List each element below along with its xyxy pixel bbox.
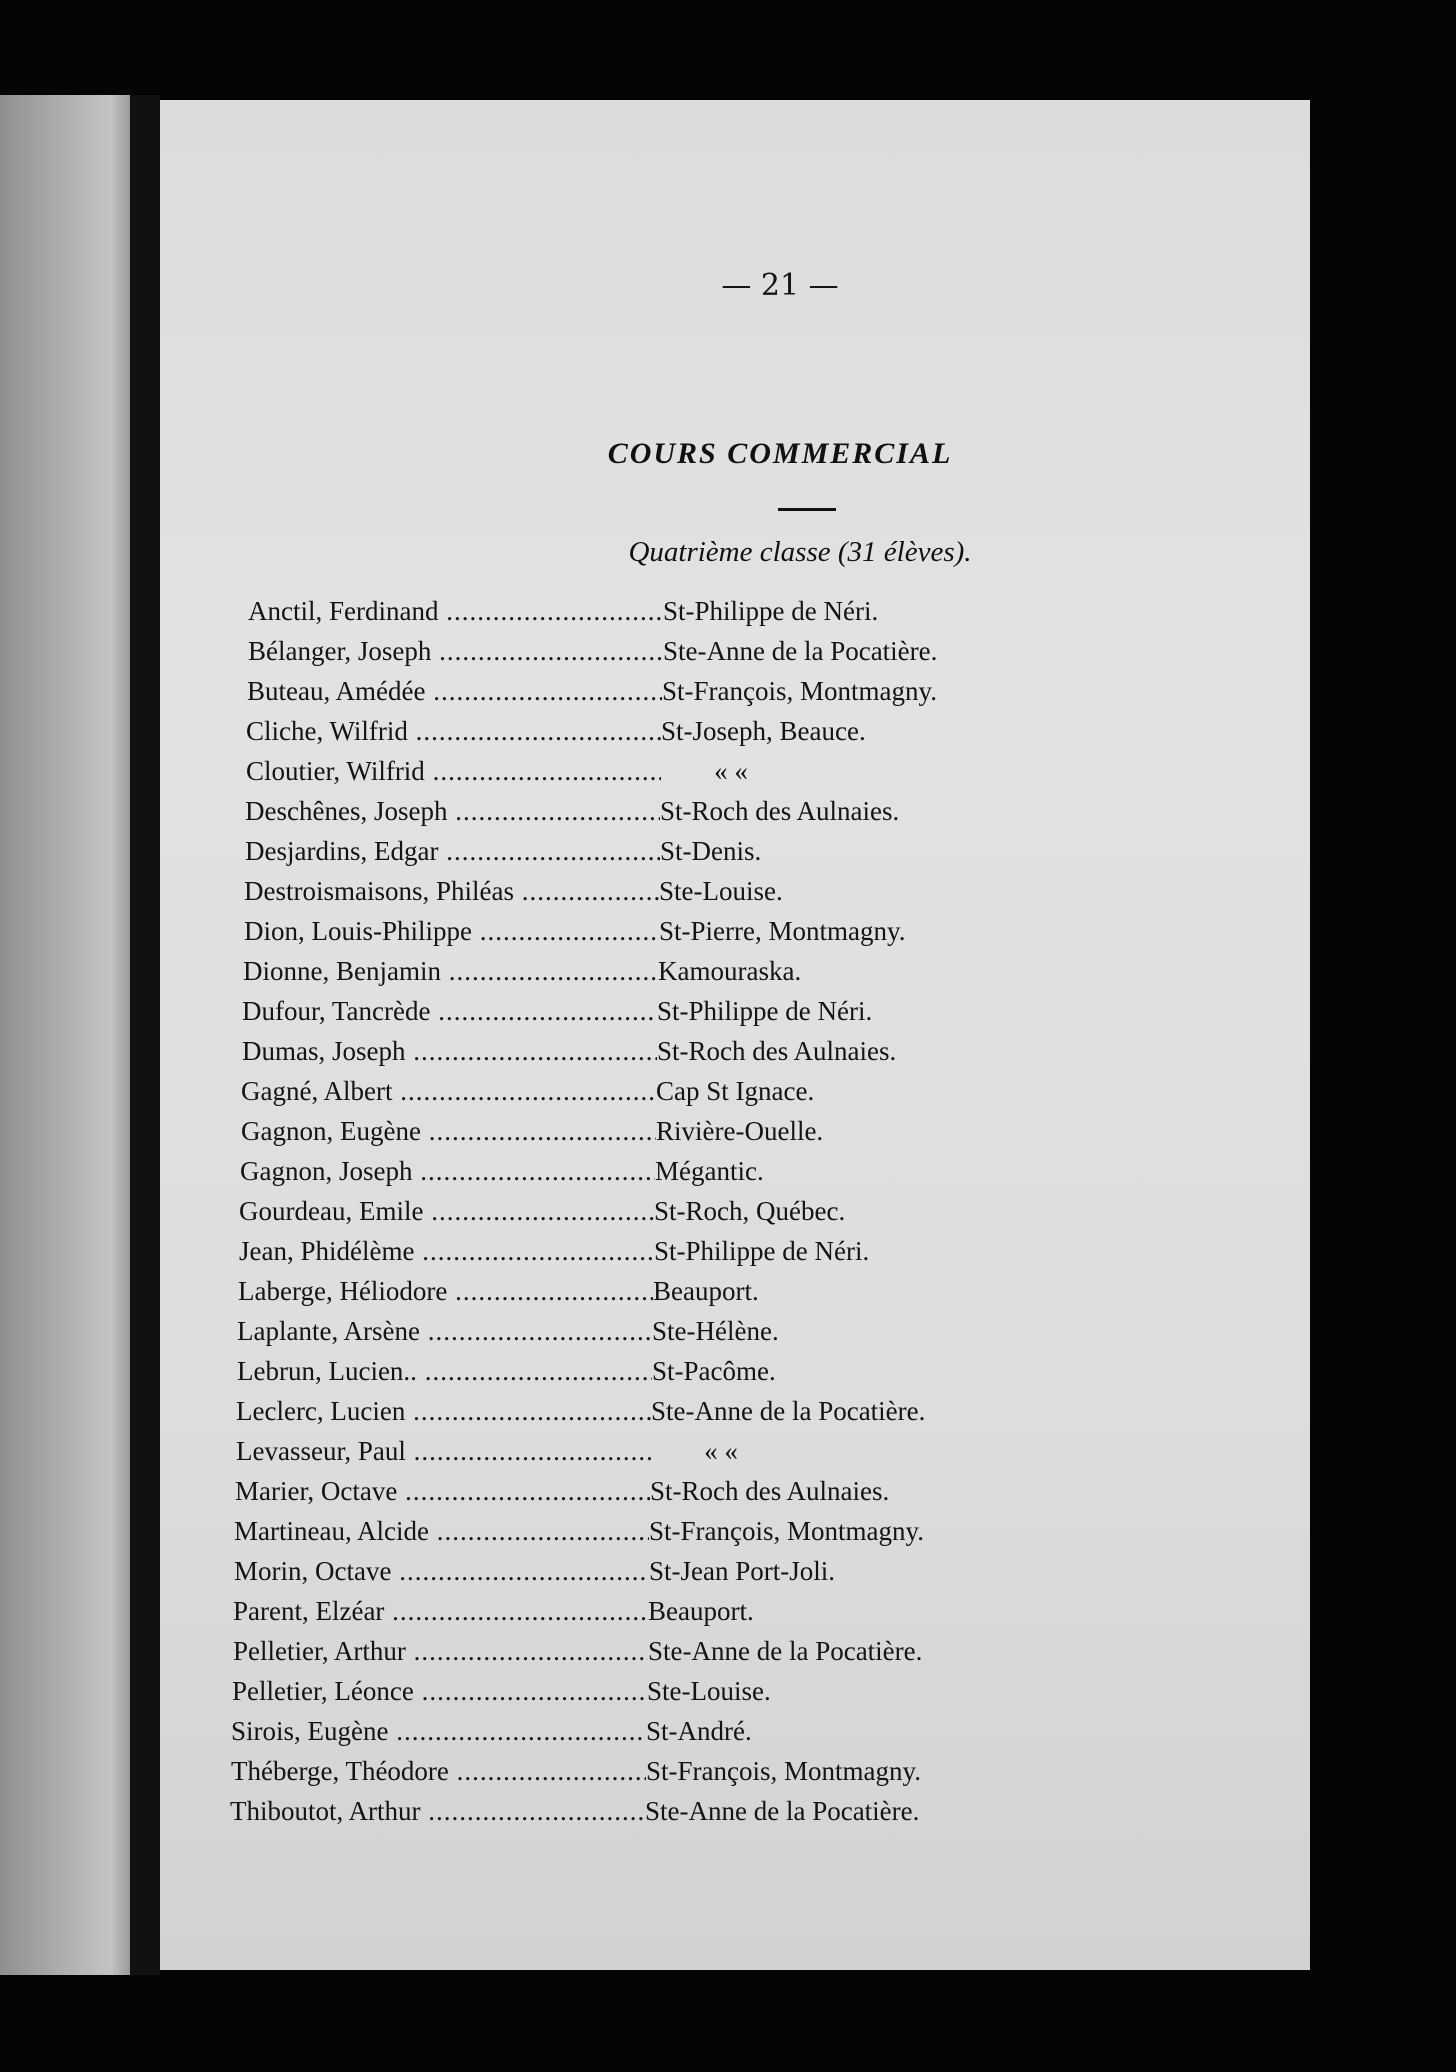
student-place: St-Jean Port-Joli.	[649, 1556, 835, 1586]
roster-entry	[239, 1236, 999, 1274]
student-place: St-Philippe de Néri.	[663, 596, 879, 626]
student-name: Gagnon, Eugène .....	[241, 1116, 656, 1147]
student-name: Parent, Elzéar .....	[233, 1596, 648, 1627]
student-name: Desjardins, Edgar .....	[245, 836, 660, 867]
student-name: Dufour, Tancrède .....	[242, 996, 657, 1027]
student-place: Rivière-Ouelle.	[656, 1116, 824, 1146]
document-page	[160, 100, 1310, 1970]
student-name: Sirois, Eugène .....	[231, 1716, 646, 1747]
student-name: Laplante, Arsène .....	[237, 1316, 652, 1347]
student-place: St-François, Montmagny.	[646, 1756, 921, 1786]
roster-entry	[241, 1076, 1001, 1114]
roster-entry	[232, 1676, 992, 1714]
roster-entry	[240, 1156, 1000, 1194]
roster-entry	[247, 676, 1007, 714]
section-heading: COURS COMMERCIAL	[607, 437, 953, 470]
student-place: St-Denis.	[660, 836, 762, 866]
roster-entry	[244, 876, 1004, 914]
student-place: St-François, Montmagny.	[649, 1516, 924, 1546]
student-name: Martineau, Alcide .....	[234, 1516, 649, 1547]
ditto-marks: « «	[714, 756, 748, 786]
student-name: Dionne, Benjamin .....	[243, 956, 658, 987]
roster-entry	[231, 1716, 991, 1754]
student-name: Gagné, Albert .....	[241, 1076, 656, 1107]
student-name: Laberge, Héliodore .....	[238, 1276, 653, 1307]
student-place: St-Pacôme.	[652, 1356, 776, 1386]
student-name: Dion, Louis-Philippe .....	[244, 916, 659, 947]
student-place: St-André.	[646, 1716, 752, 1746]
student-place: St-François, Montmagny.	[662, 676, 937, 706]
student-place: St-Roch des Aulnaies.	[660, 796, 900, 826]
student-name: Pelletier, Arthur .....	[233, 1636, 648, 1667]
student-name: Lebrun, Lucien.. .....	[237, 1356, 652, 1387]
roster-entry	[244, 916, 1004, 954]
student-name: Bélanger, Joseph .....	[248, 636, 663, 667]
student-name: Dumas, Joseph .....	[242, 1036, 657, 1067]
roster-entry	[248, 636, 1008, 674]
student-place: St-Philippe de Néri.	[657, 996, 873, 1026]
student-place: Ste-Anne de la Pocatière.	[663, 636, 938, 666]
page-number: — 21 —	[721, 268, 839, 303]
book-gutter	[130, 95, 160, 1975]
student-place: Beauport.	[648, 1596, 754, 1626]
roster-entry	[234, 1556, 994, 1594]
student-place: Ste-Louise.	[659, 876, 783, 906]
roster-entry	[236, 1436, 996, 1474]
student-place: St-Roch, Québec.	[654, 1196, 846, 1226]
student-name: Marier, Octave .....	[235, 1476, 650, 1507]
student-place: Ste-Anne de la Pocatière.	[648, 1636, 923, 1666]
roster-entry	[236, 1396, 996, 1434]
roster-entry	[237, 1356, 997, 1394]
student-place: Kamouraska.	[658, 956, 802, 986]
student-place: Ste-Anne de la Pocatière.	[651, 1396, 926, 1426]
roster-entry	[241, 1116, 1001, 1154]
roster-entry	[234, 1516, 994, 1554]
roster-entry	[248, 596, 1008, 634]
roster-entry	[243, 956, 1003, 994]
student-name: Morin, Octave .....	[234, 1556, 649, 1587]
student-name: Jean, Phidélème .....	[239, 1236, 654, 1267]
roster-entry	[239, 1196, 999, 1234]
student-name: Anctil, Ferdinand .....	[248, 596, 663, 627]
roster-entry	[246, 716, 1006, 754]
roster-entry	[230, 1796, 990, 1834]
roster-entry	[231, 1756, 991, 1794]
student-place: St-Philippe de Néri.	[654, 1236, 870, 1266]
roster-entry	[242, 996, 1002, 1034]
student-name: Thiboutot, Arthur .....	[230, 1796, 645, 1827]
roster-entry	[245, 796, 1005, 834]
student-place: St-Roch des Aulnaies.	[650, 1476, 890, 1506]
student-name: Théberge, Théodore .....	[231, 1756, 646, 1787]
student-name: Cloutier, Wilfrid .....	[246, 756, 661, 787]
student-place: St-Joseph, Beauce.	[661, 716, 866, 746]
student-place: Beauport.	[653, 1276, 759, 1306]
roster-entry	[242, 1036, 1002, 1074]
student-name: Gourdeau, Emile .....	[239, 1196, 654, 1227]
roster-entry	[233, 1636, 993, 1674]
ditto-marks: « «	[704, 1436, 738, 1466]
student-place: Ste-Anne de la Pocatière.	[645, 1796, 920, 1826]
roster-entry	[246, 756, 1006, 794]
student-name: Pelletier, Léonce .....	[232, 1676, 647, 1707]
roster-entry	[235, 1476, 995, 1514]
heading-rule	[778, 508, 836, 511]
student-place: St-Roch des Aulnaies.	[657, 1036, 897, 1066]
student-name: Levasseur, Paul .....	[236, 1436, 651, 1467]
facing-page-edge	[0, 95, 130, 1975]
student-place: Ste-Louise.	[647, 1676, 771, 1706]
roster-entry	[245, 836, 1005, 874]
student-name: Buteau, Amédée .....	[247, 676, 662, 707]
student-name: Deschênes, Joseph .....	[245, 796, 660, 827]
student-name: Leclerc, Lucien .....	[236, 1396, 651, 1427]
roster-entry	[233, 1596, 993, 1634]
student-place: St-Pierre, Montmagny.	[659, 916, 906, 946]
student-place: Mégantic.	[655, 1156, 764, 1186]
roster-entry	[238, 1276, 998, 1314]
student-name: Cliche, Wilfrid .....	[246, 716, 661, 747]
roster-entry	[237, 1316, 997, 1354]
student-place: Ste-Hélène.	[652, 1316, 779, 1346]
student-place: Cap St Ignace.	[656, 1076, 815, 1106]
student-name: Destroismaisons, Philéas .....	[244, 876, 659, 907]
class-subheading: Quatrième classe (31 élèves).	[628, 536, 972, 568]
student-name: Gagnon, Joseph .....	[240, 1156, 655, 1187]
